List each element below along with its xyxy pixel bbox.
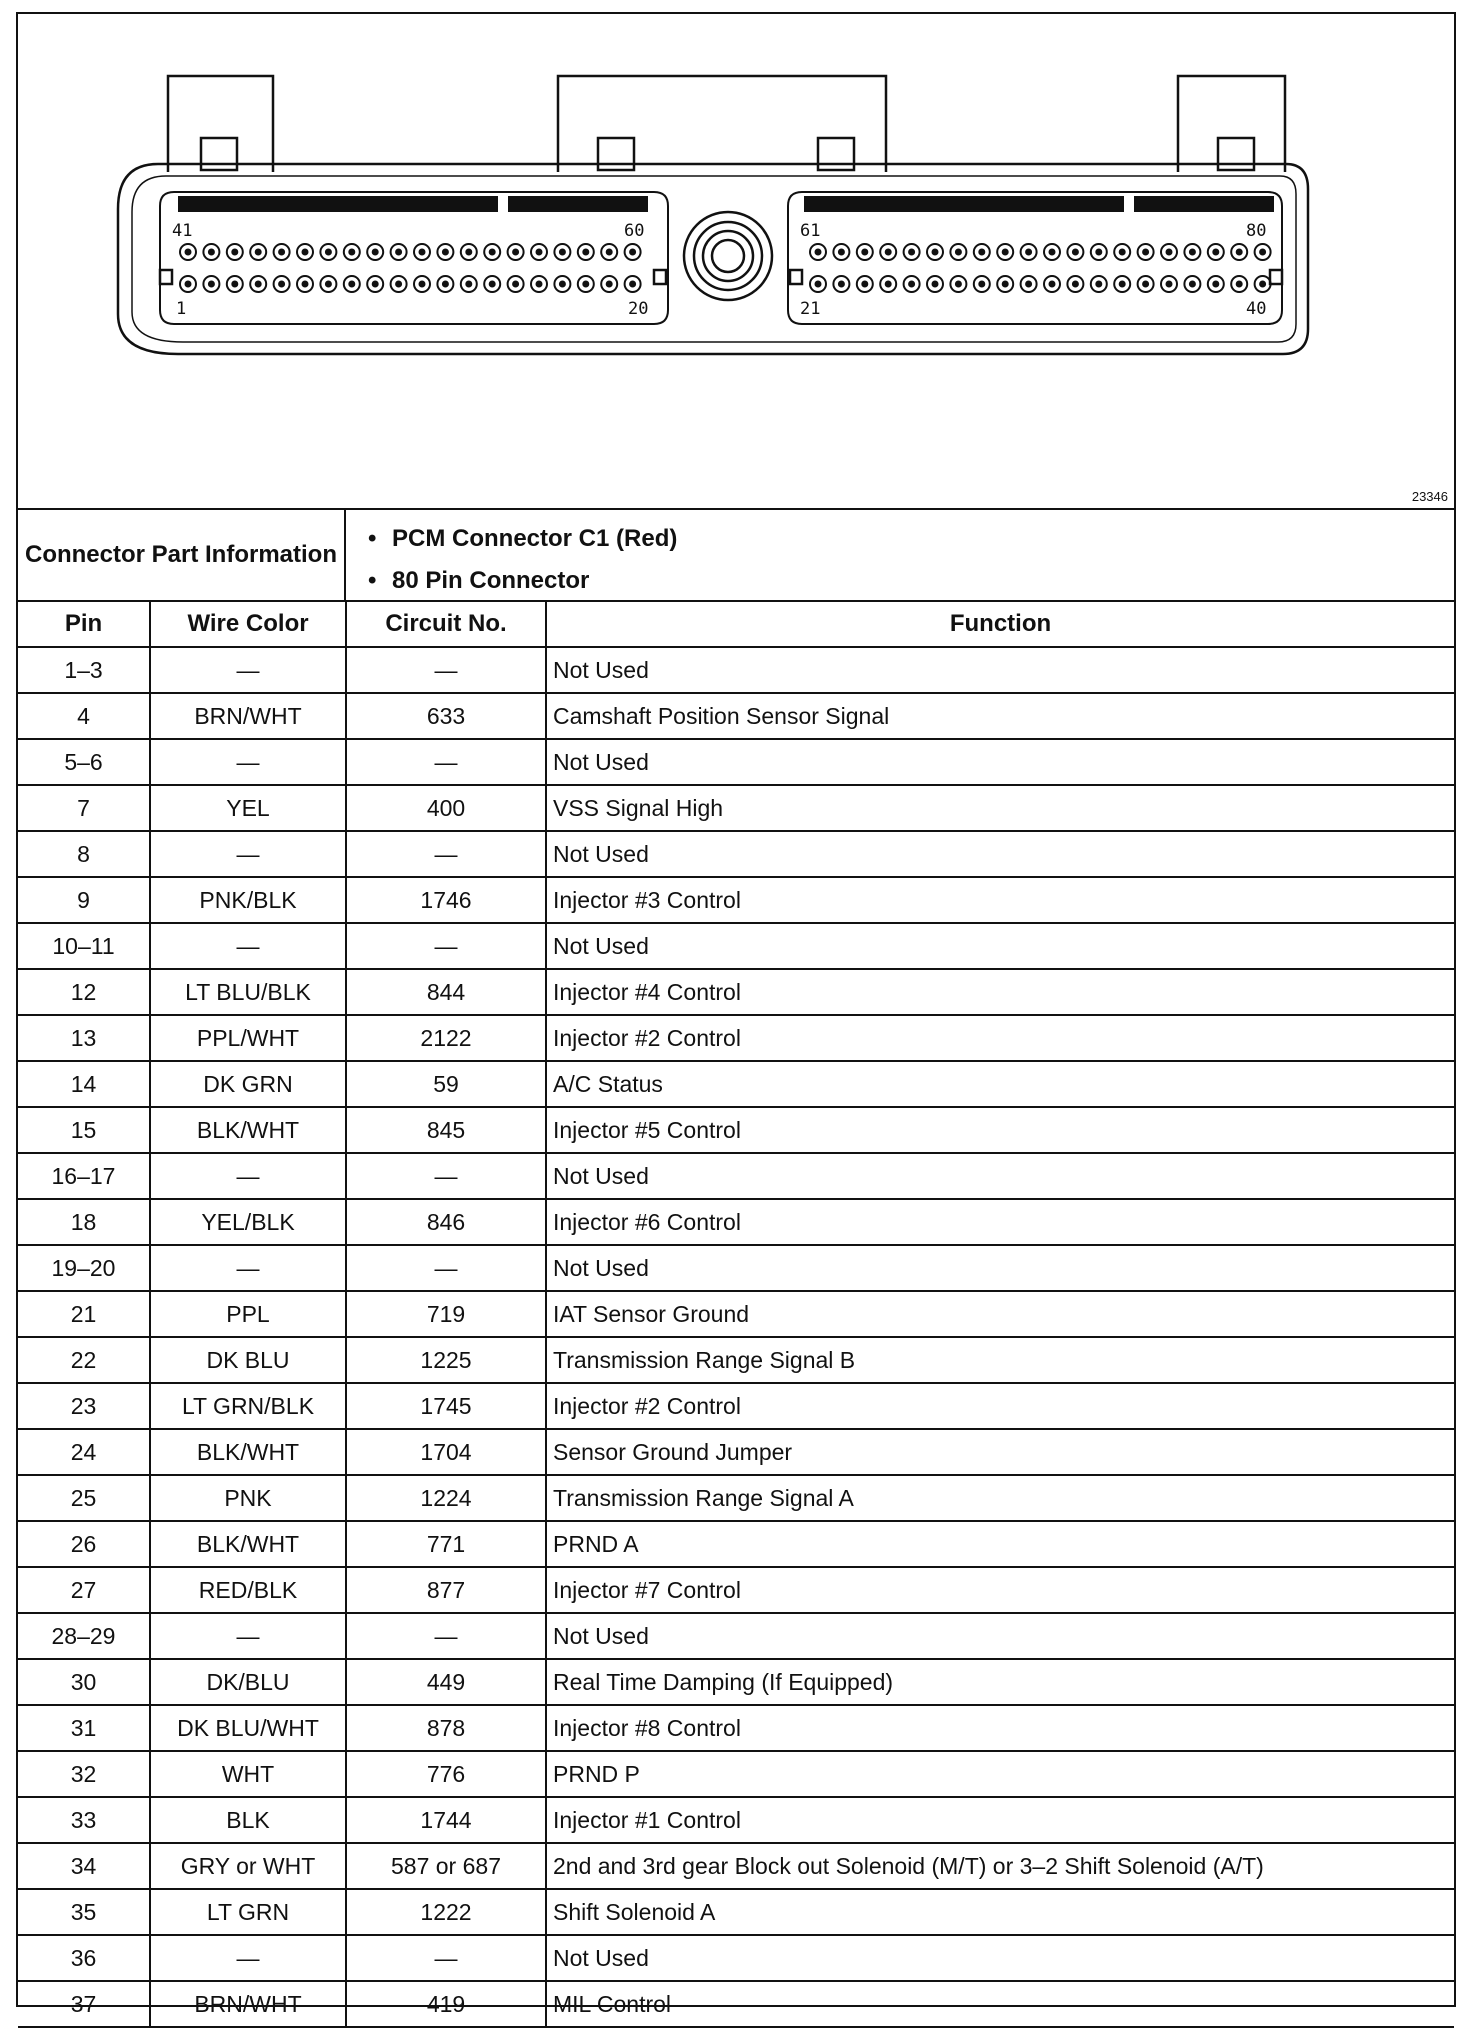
pin-label-80: 80	[1246, 221, 1267, 241]
cell-pin: 15	[18, 1107, 150, 1153]
cell-circuit-no: —	[346, 647, 546, 693]
cell-function: Not Used	[546, 1245, 1454, 1291]
cell-function: Not Used	[546, 831, 1454, 877]
pin-contact	[208, 281, 215, 288]
pin-contact	[442, 281, 449, 288]
pin-contact	[1236, 281, 1243, 288]
pin-contact	[1095, 249, 1102, 256]
pin-contact	[231, 249, 238, 256]
cell-wire-color: GRY or WHT	[150, 1843, 346, 1889]
table-row	[18, 1153, 1454, 1199]
pin-contact	[489, 281, 496, 288]
cell-wire-color: BLK/WHT	[150, 1429, 346, 1475]
cell-circuit-no: 1224	[346, 1475, 546, 1521]
cell-wire-color: BRN/WHT	[150, 693, 346, 739]
cell-circuit-no: 846	[346, 1199, 546, 1245]
table-header-row	[18, 602, 1454, 647]
cell-pin: 25	[18, 1475, 150, 1521]
pin-contact	[1212, 249, 1219, 256]
bullet-icon: •	[368, 525, 377, 552]
cell-wire-color: —	[150, 923, 346, 969]
cell-circuit-no: 1704	[346, 1429, 546, 1475]
cell-pin: 32	[18, 1751, 150, 1797]
cell-function: Not Used	[546, 1613, 1454, 1659]
pin-contact	[348, 249, 355, 256]
cell-function: Real Time Damping (If Equipped)	[546, 1659, 1454, 1705]
cell-function: PRND P	[546, 1751, 1454, 1797]
cell-function: Shift Solenoid A	[546, 1889, 1454, 1935]
pin-contact	[885, 249, 892, 256]
cell-circuit-no: 419	[346, 1981, 546, 2027]
pin-contact	[861, 281, 868, 288]
cell-pin: 10–11	[18, 923, 150, 969]
cell-pin: 26	[18, 1521, 150, 1567]
pin-contact	[1212, 281, 1219, 288]
table-row	[18, 1613, 1454, 1659]
cell-wire-color: DK/BLU	[150, 1659, 346, 1705]
cell-circuit-no: 1746	[346, 877, 546, 923]
pin-contact	[978, 281, 985, 288]
cell-function: 2nd and 3rd gear Block out Solenoid (M/T) or 3–2 Shift Solenoid (A/T)	[546, 1843, 1454, 1889]
connector-diagram	[18, 14, 1454, 510]
cell-function: Transmission Range Signal B	[546, 1337, 1454, 1383]
pin-contact	[908, 249, 915, 256]
table-row	[18, 1475, 1454, 1521]
pin-contact	[908, 281, 915, 288]
table-row	[18, 877, 1454, 923]
cell-wire-color: LT GRN	[150, 1889, 346, 1935]
pin-contact	[1025, 281, 1032, 288]
table-body	[18, 647, 1454, 2027]
connector-detail-item	[368, 560, 677, 602]
pin-contact	[372, 281, 379, 288]
pin-label-41: 41	[172, 221, 193, 241]
pin-contact	[861, 249, 868, 256]
pin-contact	[255, 281, 262, 288]
pin-contact	[489, 249, 496, 256]
pin-contact	[1025, 249, 1032, 256]
cell-function: Transmission Range Signal A	[546, 1475, 1454, 1521]
cell-function: Injector #8 Control	[546, 1705, 1454, 1751]
cell-function: Sensor Ground Jumper	[546, 1429, 1454, 1475]
cell-circuit-no: 1225	[346, 1337, 546, 1383]
cell-circuit-no: 719	[346, 1291, 546, 1337]
cell-pin: 8	[18, 831, 150, 877]
table-row	[18, 1291, 1454, 1337]
pin-contact	[1119, 249, 1126, 256]
pin-contact	[185, 249, 192, 256]
pin-row-61-80	[810, 244, 1271, 260]
header-circuit-no: Circuit No.	[346, 602, 546, 647]
cell-function: Injector #4 Control	[546, 969, 1454, 1015]
cell-function: PRND A	[546, 1521, 1454, 1567]
cell-wire-color: —	[150, 831, 346, 877]
cell-circuit-no: 771	[346, 1521, 546, 1567]
table-row	[18, 1061, 1454, 1107]
pin-contact	[559, 281, 566, 288]
pin-contact	[1259, 249, 1266, 256]
pin-contact	[372, 249, 379, 256]
cell-function: Injector #5 Control	[546, 1107, 1454, 1153]
pin-contact	[302, 281, 309, 288]
pin-contact	[559, 249, 566, 256]
cell-pin: 7	[18, 785, 150, 831]
cell-circuit-no: —	[346, 831, 546, 877]
cell-wire-color: —	[150, 1935, 346, 1981]
cell-pin: 18	[18, 1199, 150, 1245]
pin-contact	[1072, 281, 1079, 288]
cell-function: Camshaft Position Sensor Signal	[546, 693, 1454, 739]
pin-contact	[932, 249, 939, 256]
connector-detail-text: 80 Pin Connector	[392, 567, 590, 594]
cell-circuit-no: —	[346, 739, 546, 785]
cell-circuit-no: 449	[346, 1659, 546, 1705]
table-row	[18, 1843, 1454, 1889]
table-row	[18, 1567, 1454, 1613]
table-row	[18, 1521, 1454, 1567]
cell-pin: 9	[18, 877, 150, 923]
table-row	[18, 785, 1454, 831]
cell-circuit-no: —	[346, 1935, 546, 1981]
pin-contact	[582, 281, 589, 288]
cell-function: VSS Signal High	[546, 785, 1454, 831]
cell-pin: 16–17	[18, 1153, 150, 1199]
pin-contact	[442, 249, 449, 256]
pin-contact	[325, 281, 332, 288]
cell-function: IAT Sensor Ground	[546, 1291, 1454, 1337]
pin-contact	[955, 281, 962, 288]
pin-label-21: 21	[800, 299, 821, 319]
cell-wire-color: —	[150, 739, 346, 785]
cell-wire-color: YEL	[150, 785, 346, 831]
cell-wire-color: RED/BLK	[150, 1567, 346, 1613]
pin-contact	[606, 249, 613, 256]
cell-pin: 35	[18, 1889, 150, 1935]
table-row	[18, 693, 1454, 739]
table-row	[18, 831, 1454, 877]
cell-wire-color: DK BLU	[150, 1337, 346, 1383]
pin-contact	[255, 249, 262, 256]
cell-function: A/C Status	[546, 1061, 1454, 1107]
cell-wire-color: YEL/BLK	[150, 1199, 346, 1245]
cell-circuit-no: 2122	[346, 1015, 546, 1061]
cell-pin: 13	[18, 1015, 150, 1061]
cell-circuit-no: —	[346, 1613, 546, 1659]
cell-function: MIL Control	[546, 1981, 1454, 2027]
connector-drawing	[18, 14, 1454, 508]
header-pin: Pin	[18, 602, 150, 647]
table-row	[18, 1245, 1454, 1291]
cell-wire-color: PNK	[150, 1475, 346, 1521]
cell-pin: 22	[18, 1337, 150, 1383]
table-row	[18, 1659, 1454, 1705]
pin-contact	[1189, 249, 1196, 256]
cell-pin: 4	[18, 693, 150, 739]
table-row	[18, 1337, 1454, 1383]
cell-wire-color: BLK/WHT	[150, 1107, 346, 1153]
cell-circuit-no: 844	[346, 969, 546, 1015]
cell-wire-color: DK GRN	[150, 1061, 346, 1107]
pin-contact	[278, 281, 285, 288]
pin-label-1: 1	[176, 299, 187, 319]
pin-contact	[419, 249, 426, 256]
table-row	[18, 1797, 1454, 1843]
cell-wire-color: —	[150, 1613, 346, 1659]
header-wire-color: Wire Color	[150, 602, 346, 647]
cell-wire-color: PNK/BLK	[150, 877, 346, 923]
cell-function: Injector #1 Control	[546, 1797, 1454, 1843]
table-row	[18, 969, 1454, 1015]
pin-contact	[512, 281, 519, 288]
cell-circuit-no: —	[346, 1153, 546, 1199]
cell-wire-color: DK BLU/WHT	[150, 1705, 346, 1751]
pin-contact	[278, 249, 285, 256]
pin-contact	[185, 281, 192, 288]
figure-id: 23346	[1411, 489, 1448, 504]
cell-pin: 14	[18, 1061, 150, 1107]
cell-pin: 24	[18, 1429, 150, 1475]
pin-contact	[1072, 249, 1079, 256]
connector-detail-text: PCM Connector C1 (Red)	[392, 525, 678, 552]
connector-info-details	[368, 518, 677, 602]
table-row	[18, 923, 1454, 969]
cell-function: Not Used	[546, 923, 1454, 969]
pin-contact	[395, 249, 402, 256]
pin-contact	[208, 249, 215, 256]
pin-contact	[629, 249, 636, 256]
cell-function: Not Used	[546, 647, 1454, 693]
cell-wire-color: —	[150, 1153, 346, 1199]
pin-contact	[582, 249, 589, 256]
cell-pin: 33	[18, 1797, 150, 1843]
cell-pin: 28–29	[18, 1613, 150, 1659]
table-row	[18, 739, 1454, 785]
cell-circuit-no: 59	[346, 1061, 546, 1107]
cell-pin: 23	[18, 1383, 150, 1429]
pin-label-60: 60	[624, 221, 645, 241]
cell-pin: 27	[18, 1567, 150, 1613]
cell-function: Injector #7 Control	[546, 1567, 1454, 1613]
pin-contact	[1119, 281, 1126, 288]
cell-circuit-no: 877	[346, 1567, 546, 1613]
connector-part-information	[18, 510, 1454, 602]
pin-contact	[536, 281, 543, 288]
pin-contact	[838, 281, 845, 288]
cell-circuit-no: 845	[346, 1107, 546, 1153]
cell-circuit-no: 400	[346, 785, 546, 831]
table-row	[18, 1889, 1454, 1935]
pin-contact	[465, 281, 472, 288]
pin-contact	[465, 249, 472, 256]
pin-contact	[325, 249, 332, 256]
pin-label-20: 20	[628, 299, 649, 319]
cell-circuit-no: 1222	[346, 1889, 546, 1935]
pin-row-41-60	[180, 244, 641, 260]
cell-pin: 21	[18, 1291, 150, 1337]
cell-function: Injector #6 Control	[546, 1199, 1454, 1245]
header-function: Function	[546, 602, 1454, 647]
cell-pin: 5–6	[18, 739, 150, 785]
cell-wire-color: PPL	[150, 1291, 346, 1337]
cell-pin: 37	[18, 1981, 150, 2027]
pin-row-21-40	[810, 276, 1271, 292]
pin-contact	[1142, 281, 1149, 288]
table-row	[18, 1429, 1454, 1475]
pin-contact	[348, 281, 355, 288]
pin-row-1-20	[180, 276, 641, 292]
cell-circuit-no: 776	[346, 1751, 546, 1797]
pin-contact	[955, 249, 962, 256]
cell-function: Injector #3 Control	[546, 877, 1454, 923]
pin-contact	[932, 281, 939, 288]
cell-circuit-no: —	[346, 1245, 546, 1291]
pin-label-61: 61	[800, 221, 821, 241]
pin-label-40: 40	[1246, 299, 1267, 319]
pin-contact	[1189, 281, 1196, 288]
cell-function: Injector #2 Control	[546, 1383, 1454, 1429]
pin-contact	[419, 281, 426, 288]
cell-wire-color: BRN/WHT	[150, 1981, 346, 2027]
pin-contact	[536, 249, 543, 256]
cell-function: Not Used	[546, 1935, 1454, 1981]
pin-contact	[231, 281, 238, 288]
table-row	[18, 1751, 1454, 1797]
cell-pin: 36	[18, 1935, 150, 1981]
table-row	[18, 1015, 1454, 1061]
table-row	[18, 647, 1454, 693]
cell-function: Injector #2 Control	[546, 1015, 1454, 1061]
pin-contact	[815, 281, 822, 288]
pin-contact	[1142, 249, 1149, 256]
cell-pin: 31	[18, 1705, 150, 1751]
cell-pin: 1–3	[18, 647, 150, 693]
pin-contact	[1259, 281, 1266, 288]
cell-function: Not Used	[546, 1153, 1454, 1199]
cell-circuit-no: 878	[346, 1705, 546, 1751]
pin-contact	[606, 281, 613, 288]
pin-contact	[885, 281, 892, 288]
cell-wire-color: LT GRN/BLK	[150, 1383, 346, 1429]
pinout-table	[18, 602, 1454, 2028]
pin-contact	[1166, 281, 1173, 288]
cell-wire-color: PPL/WHT	[150, 1015, 346, 1061]
pin-contact	[815, 249, 822, 256]
pin-contact	[395, 281, 402, 288]
table-row	[18, 1935, 1454, 1981]
pin-contact	[1049, 281, 1056, 288]
cell-pin: 19–20	[18, 1245, 150, 1291]
table-row	[18, 1981, 1454, 2027]
pin-contact	[1236, 249, 1243, 256]
table-row	[18, 1383, 1454, 1429]
connector-detail-item	[368, 518, 677, 560]
cell-wire-color: —	[150, 647, 346, 693]
pin-contact	[1166, 249, 1173, 256]
table-row	[18, 1199, 1454, 1245]
cell-wire-color: BLK	[150, 1797, 346, 1843]
cell-function: Not Used	[546, 739, 1454, 785]
table-row	[18, 1107, 1454, 1153]
cell-pin: 12	[18, 969, 150, 1015]
pin-contact	[512, 249, 519, 256]
cell-circuit-no: 1745	[346, 1383, 546, 1429]
cell-pin: 30	[18, 1659, 150, 1705]
pin-contact	[978, 249, 985, 256]
pin-contact	[1049, 249, 1056, 256]
cell-circuit-no: 587 or 687	[346, 1843, 546, 1889]
cell-wire-color: WHT	[150, 1751, 346, 1797]
cell-circuit-no: 633	[346, 693, 546, 739]
table-row	[18, 1705, 1454, 1751]
cell-pin: 34	[18, 1843, 150, 1889]
cell-wire-color: BLK/WHT	[150, 1521, 346, 1567]
cell-circuit-no: —	[346, 923, 546, 969]
pin-contact	[1002, 249, 1009, 256]
pinout-sheet	[16, 12, 1456, 2017]
cell-circuit-no: 1744	[346, 1797, 546, 1843]
pin-contact	[629, 281, 636, 288]
connector-info-label: Connector Part Information	[18, 510, 346, 600]
pin-contact	[1002, 281, 1009, 288]
cell-wire-color: —	[150, 1245, 346, 1291]
pin-contact	[838, 249, 845, 256]
pin-contact	[1095, 281, 1102, 288]
bullet-icon: •	[368, 567, 377, 594]
cell-wire-color: LT BLU/BLK	[150, 969, 346, 1015]
pin-contact	[302, 249, 309, 256]
